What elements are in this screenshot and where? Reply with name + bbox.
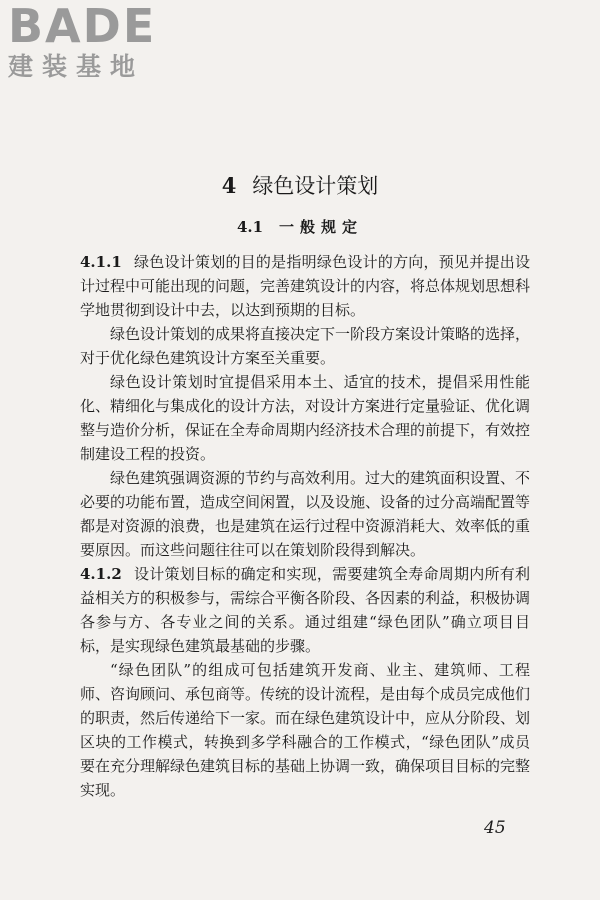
logo-subtitle: 建装基地 [8, 52, 145, 81]
paragraph-text: 设计策划目标的确定和实现，需要建筑全寿命周期内所有利益相关方的积极参与，需综合平衡各阶段、各因素的利益，积极协调各参与方、各专业之间的关系。通过组建“绿色团队”确立项目目标，是实现绿色建筑最基础的步骤。 [80, 565, 531, 655]
paragraph-text: “绿色团队”的组成可包括建筑开发商、业主、建筑师、工程师、咨询顾问、承包商等。传统的设计流程，是由每个成员完成他们的职责，然后传递给下一家。而在绿色建筑设计中，应从分阶段、划区块的工作模式，转换到多学科融合的工作模式，“绿色团队”成员要在充分理解绿色建筑目标的基础上协调一致，确保项目目标的完整实现。 [80, 661, 531, 799]
clause-number: 4.1.2 [80, 565, 122, 583]
paragraph [80, 250, 530, 322]
section-number: 4.1 [236, 218, 264, 236]
paragraph-text: 绿色设计策划的成果将直接决定下一阶段方案设计策略的选择，对于优化绿色建筑设计方案至关重要。 [80, 325, 531, 367]
page-number: 45 [484, 818, 506, 838]
paragraph-text: 绿色建筑强调资源的节约与高效利用。过大的建筑面积设置、不必要的功能布置，造成空间闲置，以及设施、设备的过分高端配置等都是对资源的浪费，也是建筑在运行过程中资源消耗大、效率低的重要原因。而这些问题往往可以在策划阶段得到解决。 [80, 469, 531, 559]
body-text [80, 250, 530, 802]
chapter-number: 4 [221, 173, 237, 198]
paragraph [80, 322, 530, 370]
clause-number: 4.1.1 [80, 253, 122, 271]
paragraph [80, 466, 530, 562]
paragraph-text: 绿色设计策划的目的是指明绿色设计的方向，预见并提出设计过程中可能出现的问题，完善建筑设计的内容，将总体规划思想科学地贯彻到设计中去，以达到预期的目标。 [80, 253, 531, 319]
section-title [0, 216, 600, 237]
chapter-title [0, 170, 600, 200]
paragraph-text: 绿色设计策划时宜提倡采用本土、适宜的技术，提倡采用性能化、精细化与集成化的设计方法，对设计方案进行定量验证、优化调整与造价分析，保证在全寿命周期内经济技术合理的前提下，有效控制建设工程的投资。 [80, 373, 531, 463]
paragraph [80, 658, 530, 802]
paragraph [80, 370, 530, 466]
watermark-logo [8, 2, 156, 82]
paragraph [80, 562, 530, 658]
chapter-title-text: 绿色设计策划 [252, 174, 379, 198]
section-title-text: 一般规定 [279, 218, 364, 236]
logo-brand-text: BADE [8, 0, 157, 53]
